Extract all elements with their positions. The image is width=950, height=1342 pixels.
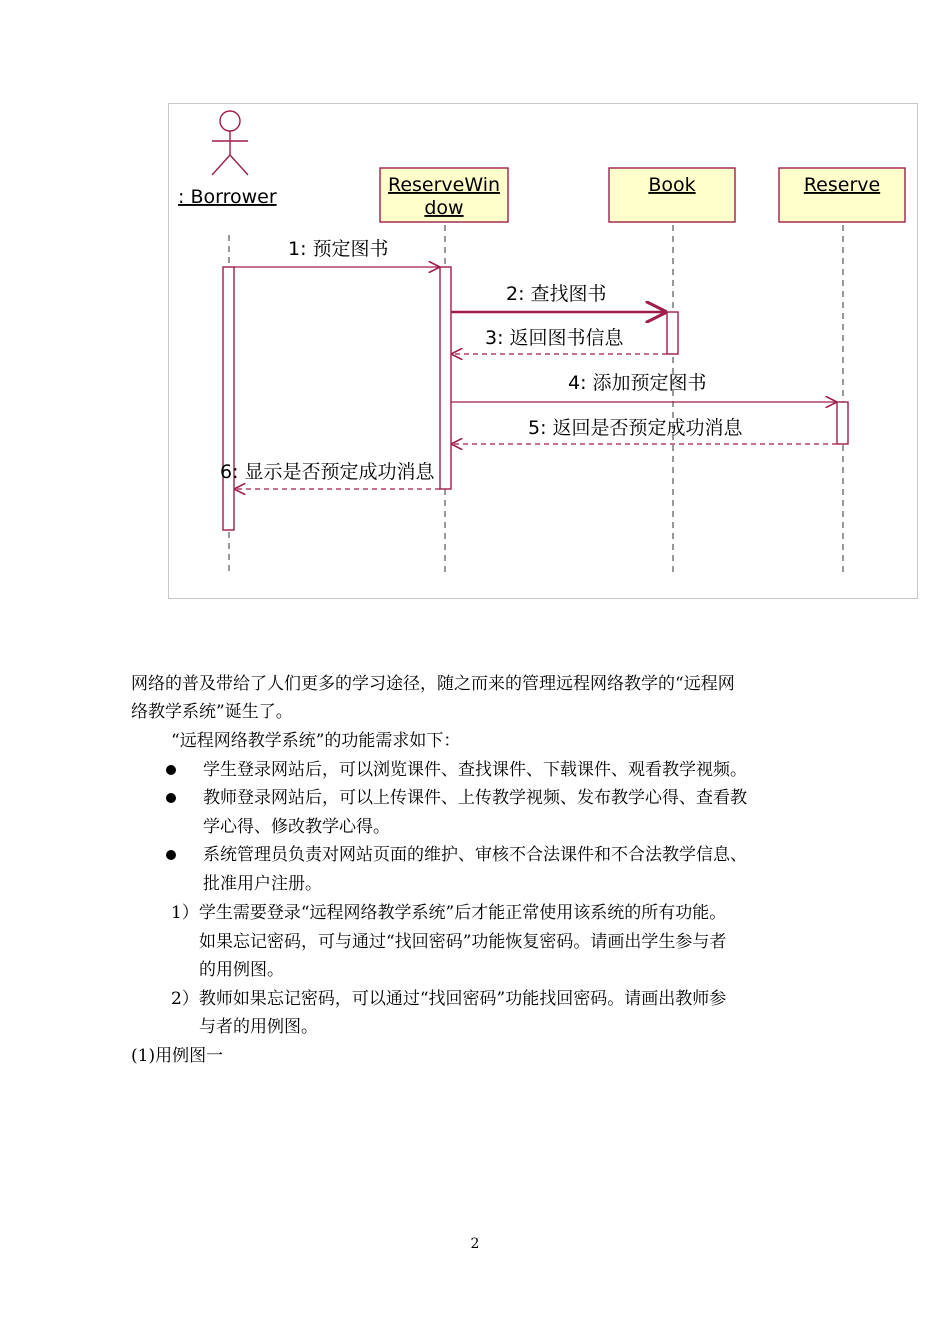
intro-line-2: 络教学系统”诞生了。 — [131, 702, 293, 722]
actor-icon — [212, 111, 248, 175]
bullet-dot-1 — [166, 765, 176, 775]
activation-reservewindow — [440, 267, 451, 489]
sequence-diagram — [168, 103, 918, 599]
actor-label: : Borrower — [178, 186, 277, 208]
object-label-reservewindow-line2: dow — [424, 197, 464, 219]
message-label-4: 4: 添加预定图书 — [568, 372, 707, 394]
object-label-reservewindow-line1: ReserveWin — [387, 174, 501, 196]
message-label-5: 5: 返回是否预定成功消息 — [528, 417, 743, 439]
message-label-6: 6: 显示是否预定成功消息 — [220, 461, 435, 483]
message-label-2: 2: 查找图书 — [506, 283, 607, 305]
bullet-dot-2 — [166, 793, 176, 803]
bullet-dot-3 — [166, 850, 176, 860]
answer-heading: (1)用例图一 — [131, 1046, 224, 1066]
bullet-3-line-1: 系统管理员负责对网站页面的维护、审核不合法课件和不合法教学信息、 — [203, 845, 747, 865]
object-label-book: Book — [648, 174, 696, 196]
requirements-heading: “远程网络教学系统”的功能需求如下： — [171, 731, 461, 751]
intro-line-1: 网络的普及带给了人们更多的学习途径，随之而来的管理远程网络教学的“远程网 — [131, 674, 735, 694]
bullet-1-line-1: 学生登录网站后，可以浏览课件、查找课件、下载课件、观看教学视频。 — [203, 760, 747, 780]
page-number: 2 — [470, 1236, 480, 1252]
question-2-line-1: 2）教师如果忘记密码，可以通过“找回密码”功能找回密码。请画出教师参 — [171, 989, 727, 1009]
message-label-1: 1: 预定图书 — [288, 238, 389, 260]
bullet-2-line-2: 学心得、修改教学心得。 — [203, 817, 390, 837]
question-2-line-2: 与者的用例图。 — [199, 1017, 318, 1037]
bullet-3-line-2: 批准用户注册。 — [203, 874, 322, 894]
activation-book — [667, 312, 678, 354]
activation-reserve — [837, 402, 848, 444]
message-label-3: 3: 返回图书信息 — [485, 327, 624, 349]
object-label-reserve: Reserve — [803, 174, 881, 196]
question-1-line-3: 的用例图。 — [199, 960, 284, 980]
bullet-2-line-1: 教师登录网站后，可以上传课件、上传教学视频、发布教学心得、查看教 — [203, 788, 747, 808]
question-1-line-1: 1）学生需要登录“远程网络教学系统”后才能正常使用该系统的所有功能。 — [171, 903, 727, 923]
question-1-line-2: 如果忘记密码，可与通过“找回密码”功能恢复密码。请画出学生参与者 — [199, 932, 727, 952]
activation-borrower — [223, 267, 234, 530]
